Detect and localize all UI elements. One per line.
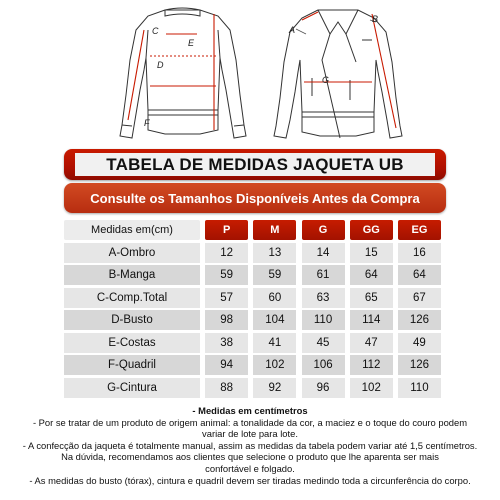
cell-value: 13 xyxy=(253,243,296,263)
cell-value: 60 xyxy=(253,288,296,308)
front-arrows xyxy=(296,20,376,34)
cell-value: 96 xyxy=(302,378,345,398)
table-row xyxy=(64,333,446,353)
note-line: Na dúvida, recomendamos aos clientes que selecione o produto que lhe aparenta ser mais xyxy=(61,451,439,463)
cell-value: 110 xyxy=(302,310,345,330)
cell-value: 47 xyxy=(350,333,393,353)
front-measure-lines xyxy=(302,12,396,128)
cell-value: 45 xyxy=(302,333,345,353)
row-label: D-Busto xyxy=(64,310,200,330)
notes-section xyxy=(0,405,500,486)
jacket-diagram xyxy=(0,0,500,148)
header-g: G xyxy=(302,220,345,240)
cell-value: 102 xyxy=(253,355,296,375)
cell-value: 64 xyxy=(350,265,393,285)
table-row xyxy=(64,243,446,263)
cell-value: 102 xyxy=(350,378,393,398)
cell-value: 64 xyxy=(398,265,441,285)
cell-value: 41 xyxy=(253,333,296,353)
row-label: C-Comp.Total xyxy=(64,288,200,308)
cell-value: 126 xyxy=(398,355,441,375)
cell-value: 57 xyxy=(205,288,248,308)
cell-value: 59 xyxy=(253,265,296,285)
label-d: D xyxy=(157,60,164,70)
note-line: variar de lote para lote. xyxy=(202,428,298,440)
cell-value: 65 xyxy=(350,288,393,308)
cell-value: 38 xyxy=(205,333,248,353)
table-row xyxy=(64,265,446,285)
note-line: - Por se tratar de um produto de origem animal: a tonalidade da cor, a maciez e o toque do couro podem xyxy=(32,416,468,428)
cell-value: 106 xyxy=(302,355,345,375)
cell-value: 94 xyxy=(205,355,248,375)
row-label: F-Quadril xyxy=(64,355,200,375)
cell-value: 92 xyxy=(253,378,296,398)
cell-value: 63 xyxy=(302,288,345,308)
table-row xyxy=(64,288,446,308)
cell-value: 14 xyxy=(302,243,345,263)
title-banner xyxy=(64,149,446,180)
label-a: A xyxy=(289,25,296,35)
note-line: confortável e folgado. xyxy=(205,462,295,474)
table-row xyxy=(64,378,446,398)
cell-value: 114 xyxy=(350,310,393,330)
header-p: P xyxy=(205,220,248,240)
subtitle-banner: Consulte os Tamanhos Disponíveis Antes da Compra xyxy=(64,183,446,213)
cell-value: 98 xyxy=(205,310,248,330)
cell-value: 49 xyxy=(398,333,441,353)
label-c: C xyxy=(152,26,159,36)
cell-value: 110 xyxy=(398,378,441,398)
header-eg: EG xyxy=(398,220,441,240)
header-gg: GG xyxy=(350,220,393,240)
cell-value: 126 xyxy=(398,310,441,330)
jacket-back-drawing xyxy=(120,8,246,138)
page-title: TABELA DE MEDIDAS JAQUETA UB xyxy=(75,153,435,176)
cell-value: 88 xyxy=(205,378,248,398)
row-label: A-Ombro xyxy=(64,243,200,263)
size-table xyxy=(64,220,446,400)
cell-value: 15 xyxy=(350,243,393,263)
back-measure-lines xyxy=(128,14,216,130)
row-label: E-Costas xyxy=(64,333,200,353)
label-g: G xyxy=(322,75,330,85)
cell-value: 16 xyxy=(398,243,441,263)
header-m: M xyxy=(253,220,296,240)
table-row xyxy=(64,355,446,375)
header-measure: Medidas em(cm) xyxy=(64,220,200,240)
table-row xyxy=(64,310,446,330)
notes-heading: - Medidas em centímetros xyxy=(192,405,308,416)
cell-value: 67 xyxy=(398,288,441,308)
jacket-diagram-svg xyxy=(0,0,500,148)
cell-value: 104 xyxy=(253,310,296,330)
cell-value: 61 xyxy=(302,265,345,285)
cell-value: 59 xyxy=(205,265,248,285)
row-label: B-Manga xyxy=(64,265,200,285)
row-label: G-Cintura xyxy=(64,378,200,398)
note-line: - As medidas do busto (tórax), cintura e quadril devem ser tiradas medindo toda a circunferência do corpo. xyxy=(29,474,471,486)
label-b: B xyxy=(372,14,379,24)
label-e: E xyxy=(188,38,195,48)
cell-value: 112 xyxy=(350,355,393,375)
table-header-row xyxy=(64,220,446,240)
label-f: F xyxy=(144,118,150,128)
cell-value: 12 xyxy=(205,243,248,263)
note-line: - A confecção da jaqueta é totalmente manual, assim as medidas da tabela podem variar até 1,5 centímetros. xyxy=(22,439,478,451)
